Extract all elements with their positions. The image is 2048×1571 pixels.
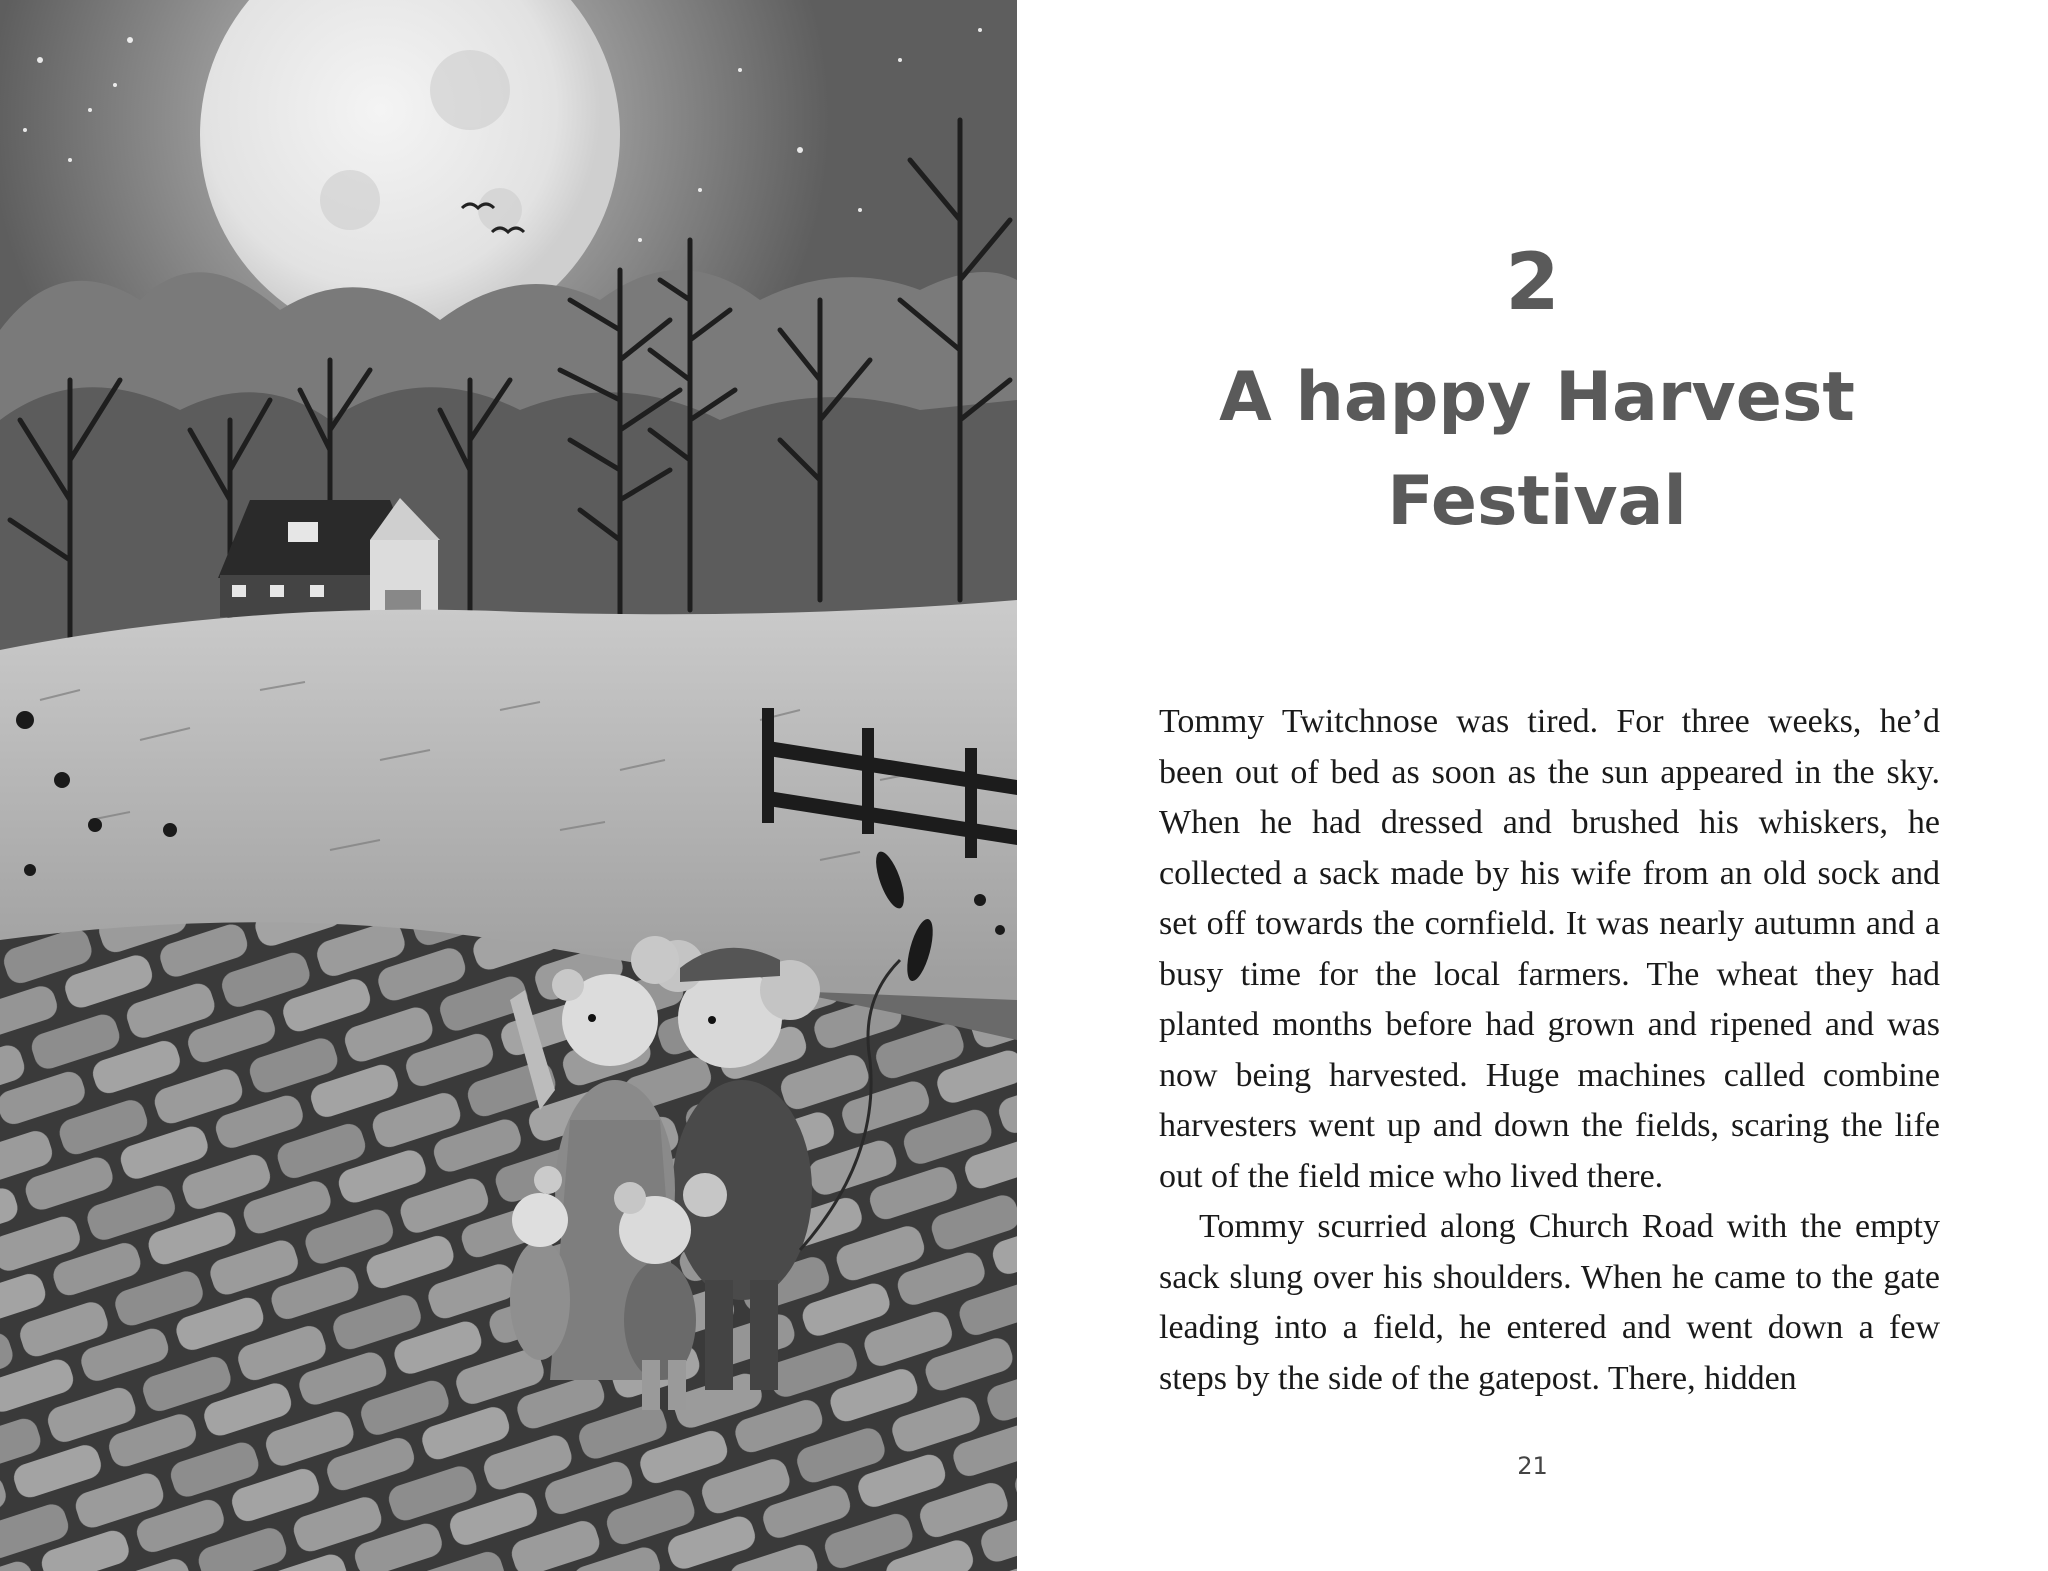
paragraph: Tommy scurried along Church Road with the empty sack slung over his shoulders. When he came to the gate leading into a field, he entered and went down a few steps by the side of the gatepost. There, hidden <box>1159 1208 1940 1397</box>
cobblestone-road <box>0 922 1017 1571</box>
house <box>218 498 440 617</box>
page-number: 21 <box>1517 1452 1548 1480</box>
chapter-body <box>1159 697 1940 1404</box>
night-scene-illustration <box>0 0 1017 1571</box>
chapter-number: 2 <box>1505 238 1560 328</box>
paragraph: Tommy Twitchnose was tired. For three weeks, he’d been out of bed as soon as the sun appeared in the sky. When he had dressed and brushed his whiskers, he collected a sack made by his wife from an old sock and set off towards the cornfield. It was nearly autumn and a busy time for the local farmers. The wheat they had planted months before had grown and ripened and was now being harvested. Huge machines called combine harvesters went up and down the fields, scaring the life out of the field mice who lived there. <box>1159 703 1940 1195</box>
illustration-page <box>0 0 1017 1571</box>
chapter-title: A happy Harvest Festival <box>1219 358 1855 541</box>
text-page <box>1017 0 2048 1571</box>
